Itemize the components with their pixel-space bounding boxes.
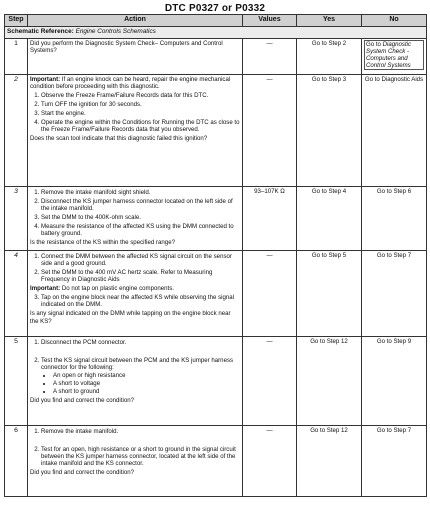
reference-label: Schematic Reference:	[7, 28, 74, 35]
yes-link[interactable]: Go to Step 12	[297, 337, 362, 426]
important-text: If an engine knock can be heard, repair the engine mechanical condition before proceeding with this diagnostic.	[30, 76, 231, 91]
step-instructions	[30, 339, 240, 395]
step-question: Did you find and correct the condition?	[30, 469, 134, 477]
step-values: —	[243, 426, 297, 497]
reference-link[interactable]: Engine Controls Schematics	[75, 28, 156, 35]
no-link[interactable]: Go to Step 7	[362, 251, 427, 337]
step-action	[28, 337, 243, 426]
step-instructions	[30, 189, 240, 237]
yes-link[interactable]: Go to Step 12	[297, 426, 362, 497]
no-link-target: Diagnostic System Check - Computers and Control Systems	[366, 41, 412, 70]
step-action	[28, 251, 243, 337]
step-number: 1	[5, 39, 28, 75]
step-action	[28, 426, 243, 497]
step-question: Is the resistance of the KS within the specified range?	[30, 239, 175, 247]
instruction-item: 3. Set the DMM to the 400K-ohm scale.	[41, 214, 240, 221]
step-instructions	[30, 428, 240, 467]
no-link[interactable]	[364, 40, 424, 70]
instruction-item: 2. Test for an open, high resistance or a short to ground in the signal circuit between the KS jumper harness connector, located at the left side of the intake manifold and the KS connector.	[41, 446, 240, 467]
instruction-item: 1. Disconnect the PCM connector.	[41, 339, 240, 346]
step-values: —	[243, 251, 297, 337]
step-instructions	[30, 253, 240, 283]
instruction-item: 1. Observe the Freeze Frame/Failure Records data for this DTC.	[41, 92, 240, 99]
step-question: Did you perform the Diagnostic System Check– Computers and Control Systems?	[30, 40, 223, 55]
step-row-2	[5, 75, 427, 187]
step-row-4	[5, 251, 427, 337]
step-values: —	[243, 75, 297, 187]
no-link[interactable]: Go to Step 6	[362, 187, 427, 251]
instruction-item: 4. Measure the resistance of the affected KS using the DMM connected to battery ground.	[41, 223, 240, 237]
instruction-item: 2. Turn OFF the ignition for 30 seconds.	[41, 101, 240, 108]
instruction-item	[41, 357, 240, 395]
header-step: Step	[5, 15, 28, 27]
condition-item: • An open or high resistance	[53, 372, 240, 379]
condition-list	[41, 372, 240, 395]
step-number: 2	[5, 75, 28, 187]
instruction-item: 1. Remove the intake manifold.	[41, 428, 240, 435]
no-cell	[362, 39, 427, 75]
step-row-5	[5, 337, 427, 426]
important-note	[30, 285, 240, 292]
header-values: Values	[243, 15, 297, 27]
important-note	[30, 76, 240, 90]
page-title: DTC P0327 or P0332	[164, 3, 266, 14]
yes-link[interactable]: Go to Step 4	[297, 187, 362, 251]
important-text: Do not tap on plastic engine components.	[61, 285, 174, 293]
step-number: 5	[5, 337, 28, 426]
important-label: Important:	[30, 285, 61, 293]
header-row	[5, 15, 427, 27]
step-question: Did you find and correct the condition?	[30, 397, 134, 405]
yes-link[interactable]: Go to Step 3	[297, 75, 362, 187]
header-action: Action	[28, 15, 243, 27]
step-instructions	[30, 294, 240, 308]
step-row-6	[5, 426, 427, 497]
step-action	[28, 187, 243, 251]
yes-link[interactable]: Go to Step 5	[297, 251, 362, 337]
step-number: 4	[5, 251, 28, 337]
header-no: No	[362, 15, 427, 27]
instruction-item: 3. Start the engine.	[41, 110, 240, 117]
step-number: 6	[5, 426, 28, 497]
step-row-3	[5, 187, 427, 251]
condition-item: • A short to voltage	[53, 380, 240, 387]
step-number: 3	[5, 187, 28, 251]
step-question: Is any signal indicated on the DMM while tapping on the engine block near the KS?	[30, 310, 231, 325]
no-link[interactable]: Go to Step 9	[362, 337, 427, 426]
no-link[interactable]: Go to Diagnostic Aids	[362, 75, 427, 187]
step-question: Does the scan tool indicate that this diagnostic failed this ignition?	[30, 135, 208, 143]
no-link-prefix: Go to	[366, 41, 381, 48]
yes-link[interactable]: Go to Step 2	[297, 39, 362, 75]
no-link[interactable]: Go to Step 7	[362, 426, 427, 497]
instruction-text: Set the DMM to the 400 mV AC hertz scale. Refer to Measuring Frequency in Diagnostic Aids	[41, 269, 213, 284]
diagnostic-table	[4, 14, 427, 497]
instruction-text: Test the KS signal circuit between the PCM and the KS jumper harness connector for the following:	[41, 357, 234, 372]
step-values: —	[243, 337, 297, 426]
instruction-item: 3. Tap on the engine block near the affected KS while observing the signal indicated on the DMM.	[41, 294, 240, 308]
step-values: 93–107K Ω	[243, 187, 297, 251]
step-values: —	[243, 39, 297, 75]
step-row-1	[5, 39, 427, 75]
schematic-reference-row	[5, 27, 427, 39]
step-action	[28, 75, 243, 187]
header-yes: Yes	[297, 15, 362, 27]
condition-item: • A short to ground	[53, 388, 240, 395]
instruction-item: 1. Remove the intake manifold sight shield.	[41, 189, 240, 196]
instruction-item: 2. Disconnect the KS jumper harness connector located on the left side of the intake manifold.	[41, 198, 240, 212]
important-label: Important:	[30, 76, 61, 83]
instruction-item: 1. Connect the DMM between the affected KS signal circuit on the sensor side and a good ground.	[41, 253, 240, 267]
step-instructions	[30, 92, 240, 133]
schematic-reference	[5, 27, 427, 39]
instruction-item	[41, 269, 240, 283]
step-action	[28, 39, 243, 75]
instruction-item: 4. Operate the engine within the Conditions for Running the DTC as close to the Freeze Frame/Failure Records data that you observed.	[41, 119, 240, 133]
